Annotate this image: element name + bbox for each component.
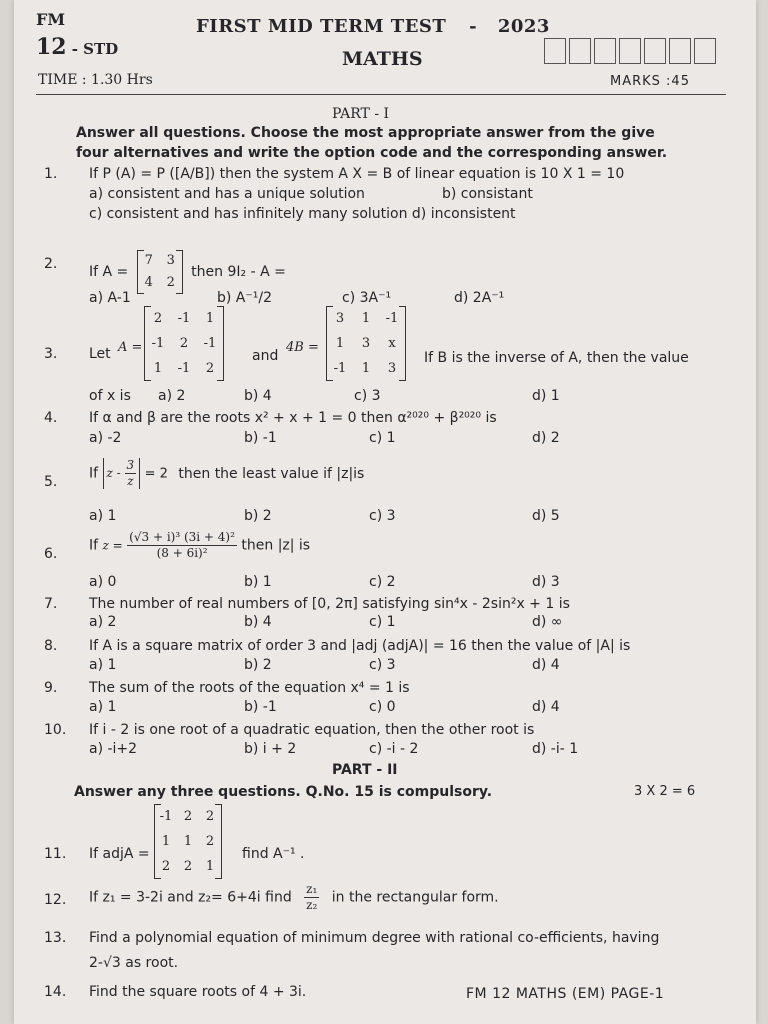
q13-text-line2: 2-√3 as root.	[89, 955, 179, 971]
q3-matrix-b: 3 1 -1 1 3 x -1 1 3	[326, 306, 406, 381]
q10-number: 10.	[44, 722, 67, 738]
q9-text: The sum of the roots of the equation x⁴ = 1 is	[89, 680, 410, 696]
part2-title: PART - II	[332, 762, 398, 778]
q8-option-c: c) 3	[369, 657, 396, 673]
marks-label: MARKS :45	[610, 74, 690, 89]
question-paper	[14, 0, 756, 1024]
q5-option-b: b) 2	[244, 508, 272, 524]
q1-number: 1.	[44, 166, 58, 182]
q10-option-a: a) -i+2	[89, 741, 138, 757]
q1-option-b: b) consistant	[442, 186, 533, 202]
page-footer: FM 12 MATHS (EM) PAGE-1	[466, 986, 665, 1002]
std-label: - STD	[71, 40, 119, 58]
q6-option-d: d) 3	[532, 574, 560, 590]
q12-number: 12.	[44, 892, 67, 908]
q10-option-c: c) -i - 2	[369, 741, 419, 757]
header-divider	[36, 94, 726, 95]
q1-option-a: a) consistent and has a unique solution	[89, 186, 365, 202]
q8-option-a: a) 1	[89, 657, 117, 673]
q8-text: If A is a square matrix of order 3 and |adj (adjA)| = 16 then the value of |A| is	[89, 638, 631, 654]
q14-text: Find the square roots of 4 + 3i.	[89, 984, 307, 1000]
q5-option-d: d) 5	[532, 508, 560, 524]
q2-number: 2.	[44, 256, 58, 272]
q3-option-c: c) 3	[354, 388, 381, 404]
q13-text: Find a polynomial equation of minimum degree with rational co-efficients, having	[89, 930, 660, 946]
q3-option-d: d) 1	[532, 388, 560, 404]
part2-instructions: Answer any three questions. Q.No. 15 is compulsory.	[74, 784, 493, 800]
part1-instructions-line2: four alternatives and write the option code and the corresponding answer.	[76, 145, 668, 161]
q3-let: Let	[89, 346, 111, 362]
q10-text: If i - 2 is one root of a quadratic equation, then the other root is	[89, 722, 535, 738]
q11-number: 11.	[44, 846, 67, 862]
q3-option-b: b) 4	[244, 388, 272, 404]
q5-text: If z - $\frac{3}{z}$ = 2 then the least value if |z|is	[89, 458, 365, 488]
q7-option-b: b) 4	[244, 614, 272, 630]
header-code: FM	[36, 10, 66, 29]
q1-text: If P (A) = P ([A/B]) then the system A X = B of linear equation is 10 X 1 = 10	[89, 166, 625, 182]
q9-option-b: b) -1	[244, 699, 277, 715]
q7-option-a: a) 2	[89, 614, 117, 630]
q8-number: 8.	[44, 638, 58, 654]
standard	[36, 34, 118, 60]
q12-text: If z₁ = 3-2i and z₂= 6+4i find $\frac{\text{z₁}}{\text{z₂}}$ in the rectangular form.	[89, 882, 499, 912]
q6-option-a: a) 0	[89, 574, 117, 590]
q8-option-b: b) 2	[244, 657, 272, 673]
q3-matrix-a: 2 -1 1 -1 2 -1 1 -1 2	[144, 306, 224, 381]
q9-number: 9.	[44, 680, 58, 696]
q3-number: 3.	[44, 346, 58, 362]
q3-of-x: of x is	[89, 388, 131, 404]
q2-option-c: c) 3A⁻¹	[342, 290, 392, 306]
q3-option-a: a) 2	[158, 388, 186, 404]
q4-number: 4.	[44, 410, 58, 426]
q11-suffix: find A⁻¹ .	[242, 846, 305, 862]
q2-option-b: b) A⁻¹/2	[217, 290, 273, 306]
q10-option-d: d) -i- 1	[532, 741, 579, 757]
q3-and: and	[252, 348, 279, 364]
q14-number: 14.	[44, 984, 67, 1000]
q6-number: 6.	[44, 546, 58, 562]
q8-option-d: d) 4	[532, 657, 560, 673]
part2-marks: 3 X 2 = 6	[634, 784, 696, 799]
q3-a-label: A =	[118, 340, 143, 355]
q2-option-d: d) 2A⁻¹	[454, 290, 505, 306]
q13-number: 13.	[44, 930, 67, 946]
q3-suffix: If B is the inverse of A, then the value	[424, 350, 689, 366]
std-number: 12	[36, 34, 67, 60]
q10-option-b: b) i + 2	[244, 741, 297, 757]
q2-option-a: a) A-1	[89, 290, 131, 306]
q5-abs-expression: z - $\frac{3}{z}$	[103, 458, 141, 489]
test-title: FIRST MID TERM TEST - 2023	[196, 16, 550, 37]
q4-option-c: c) 1	[369, 430, 396, 446]
part1-instructions-line1: Answer all questions. Choose the most appropriate answer from the give	[76, 125, 655, 141]
q6-text: If z = $\frac{\text{(√3 + i)³ (3i + 4)²}}{\text{(8 + 6i)²}}$ then |z| is	[89, 530, 311, 560]
q4-text: If α and β are the roots x² + x + 1 = 0 then α²⁰²⁰ + β²⁰²⁰ is	[89, 410, 497, 426]
register-number-boxes	[544, 38, 719, 64]
part1-title: PART - I	[332, 106, 390, 122]
q2-text: If A = 7 3 4 2 then 9I₂ - A =	[89, 250, 286, 294]
q9-option-d: d) 4	[532, 699, 560, 715]
q7-option-d: d) ∞	[532, 614, 563, 630]
q9-option-c: c) 0	[369, 699, 396, 715]
q7-text: The number of real numbers of [0, 2π] satisfying sin⁴x - 2sin²x + 1 is	[89, 596, 570, 612]
q6-option-c: c) 2	[369, 574, 396, 590]
q11-prefix: If adjA =	[89, 846, 150, 862]
q4-option-a: a) -2	[89, 430, 122, 446]
time-label: TIME : 1.30 Hrs	[38, 72, 153, 88]
q1-option-cd: c) consistent and has infinitely many solution d) inconsistent	[89, 206, 516, 222]
q9-option-a: a) 1	[89, 699, 117, 715]
q7-option-c: c) 1	[369, 614, 396, 630]
q4-option-d: d) 2	[532, 430, 560, 446]
q5-number: 5.	[44, 474, 58, 490]
q11-matrix: -1 2 2 1 1 2 2 2 1	[154, 804, 222, 879]
q4-option-b: b) -1	[244, 430, 277, 446]
q3-b-label: 4B =	[286, 340, 319, 355]
q5-option-c: c) 3	[369, 508, 396, 524]
q2-matrix: 7 3 4 2	[137, 250, 183, 294]
q6-option-b: b) 1	[244, 574, 272, 590]
q5-option-a: a) 1	[89, 508, 117, 524]
q7-number: 7.	[44, 596, 58, 612]
subject: MATHS	[342, 48, 423, 70]
